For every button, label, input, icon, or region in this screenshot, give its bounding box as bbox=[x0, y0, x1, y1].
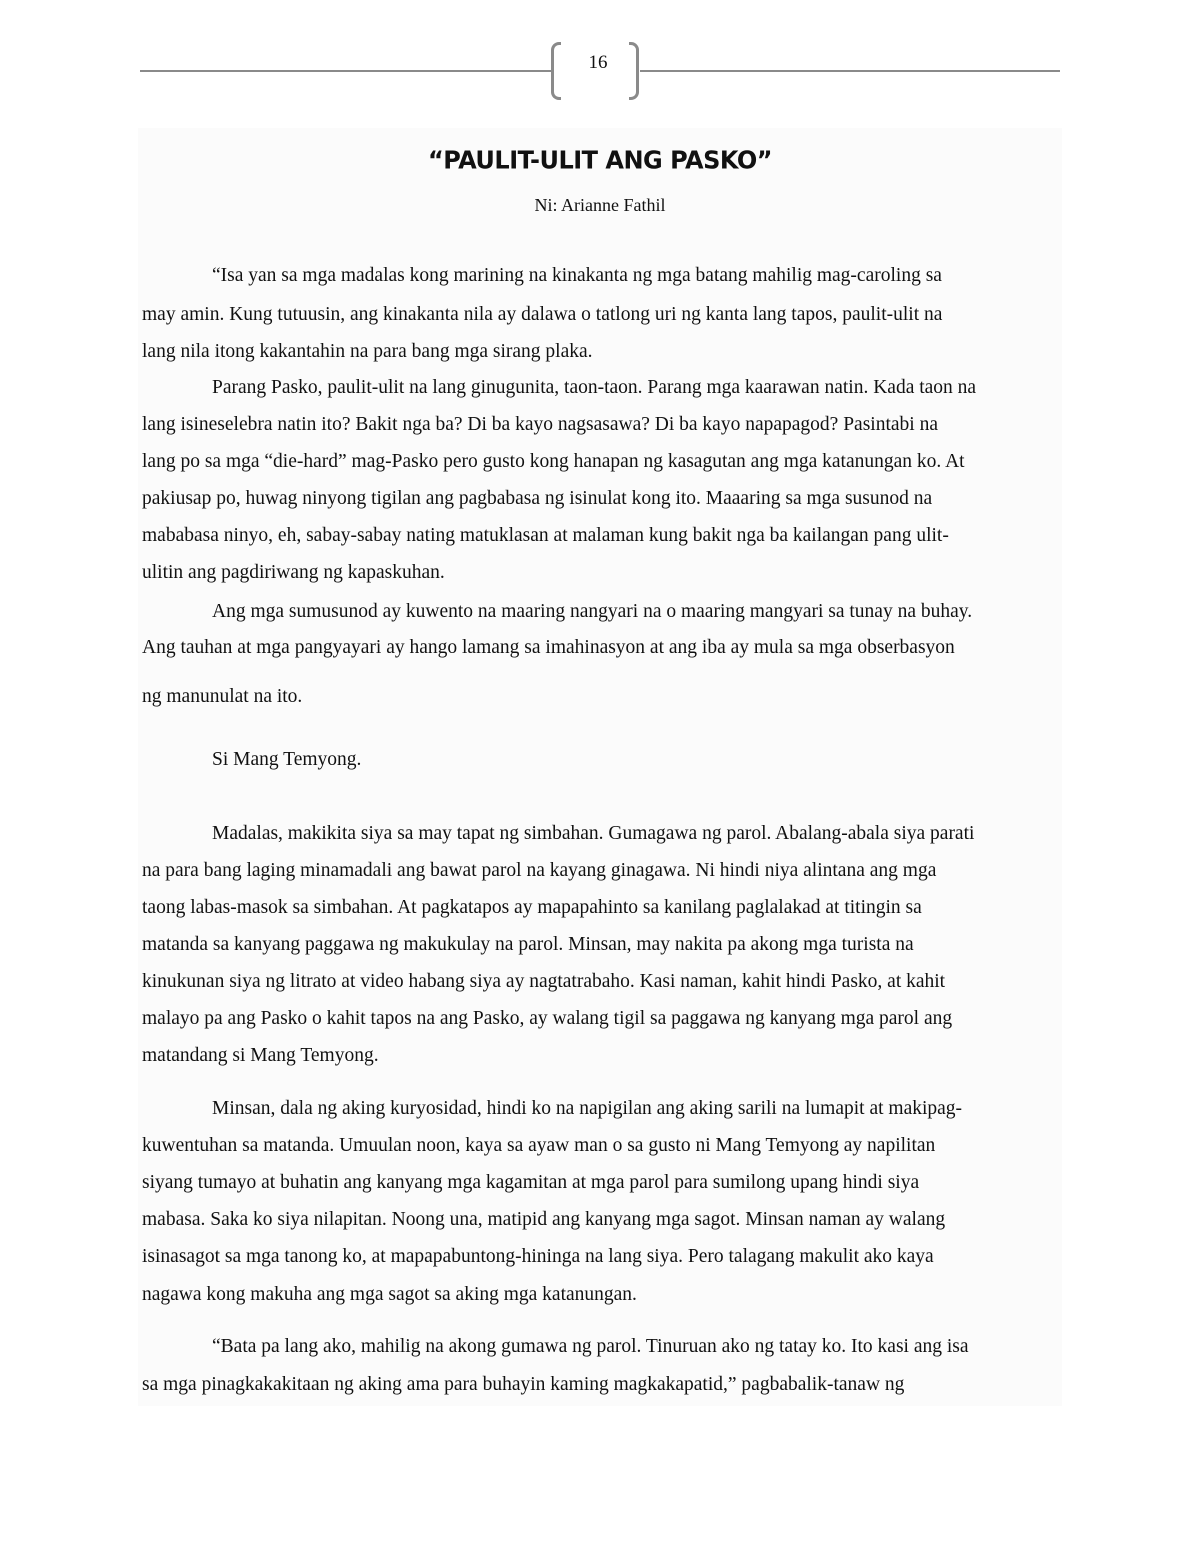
text-line: sa mga pinagkakakitaan ng aking ama para buhayin kaming magkakapatid,” pagbabalik-tanaw ng bbox=[142, 1374, 905, 1395]
text-line: nagawa kong makuha ang mga sagot sa aking mga katanungan. bbox=[142, 1284, 637, 1305]
story-title: “PAULIT-ULIT ANG PASKO” bbox=[427, 145, 773, 175]
text-line: lang nila itong kakantahin na para bang mga sirang plaka. bbox=[142, 341, 593, 362]
text-line: Ang tauhan at mga pangyayari ay hango lamang sa imahinasyon at ang iba ay mula sa mga obserbasyon bbox=[142, 637, 955, 658]
text-line: Madalas, makikita siya sa may tapat ng simbahan. Gumagawa ng parol. Abalang-abala siya parati bbox=[212, 823, 975, 844]
story-author: Ni: Arianne Fathil bbox=[534, 195, 666, 215]
text-line: Ang mga sumusunod ay kuwento na maaring nangyari na o maaring mangyari sa tunay na buhay. bbox=[212, 601, 973, 622]
text-line: kinukunan siya ng litrato at video habang siya ay nagtatrabaho. Kasi naman, kahit hindi Pasko, at kahit bbox=[142, 971, 946, 992]
text-line: kuwentuhan sa matanda. Umuulan noon, kaya sa ayaw man o sa gusto ni Mang Temyong ay napilitan bbox=[142, 1135, 936, 1156]
text-line: taong labas-masok sa simbahan. At pagkatapos ay mapapahinto sa kanilang paglalakad at titingin sa bbox=[142, 897, 922, 918]
text-line: malayo pa ang Pasko o kahit tapos na ang Pasko, ay walang tigil sa paggawa ng kanyang mga parol ang bbox=[142, 1008, 953, 1029]
text-line: mababasa ninyo, eh, sabay-sabay nating matuklasan at malaman kung bakit nga ba kailangan pang ulit- bbox=[142, 525, 949, 546]
text-line: mabasa. Saka ko siya nilapitan. Noong una, matipid ang kanyang mga sagot. Minsan naman ay walang bbox=[142, 1209, 946, 1230]
text-line: pakiusap po, huwag ninyong tigilan ang pagbabasa ng isinulat kong ito. Maaaring sa mga susunod na bbox=[142, 488, 933, 509]
text-line: siyang tumayo at buhatin ang kanyang mga kagamitan at mga parol para sumilong upang hindi siya bbox=[142, 1172, 920, 1193]
text-line: “Bata pa lang ako, mahilig na akong gumawa ng parol. Tinuruan ako ng tatay ko. Ito kasi ang isa bbox=[212, 1336, 969, 1357]
text-line: matandang si Mang Temyong. bbox=[142, 1045, 379, 1066]
text-line: Parang Pasko, paulit-ulit na lang ginugunita, taon-taon. Parang mga kaarawan natin. Kada taon na bbox=[212, 377, 977, 398]
header-rule-left bbox=[140, 70, 552, 72]
text-line: lang po sa mga “die-hard” mag-Pasko pero gusto kong hanapan ng kasagutan ang mga katanungan ko. At bbox=[142, 451, 965, 472]
text-line: lang isineselebra natin ito? Bakit nga ba? Di ba kayo nagsasawa? Di ba kayo napapagod? Pasintabi na bbox=[142, 414, 938, 435]
text-line: isinasagot sa mga tanong ko, at mapapabuntong-hininga na lang siya. Pero talagang makulit ako kaya bbox=[142, 1246, 934, 1267]
text-line: ulitin ang pagdiriwang ng kapaskuhan. bbox=[142, 562, 445, 583]
header-rule-right bbox=[640, 70, 1060, 72]
text-line: “Isa yan sa mga madalas kong marining na kinakanta ng mga batang mahilig mag-caroling sa bbox=[212, 265, 942, 286]
text-line: matanda sa kanyang paggawa ng makukulay na parol. Minsan, may nakita pa akong mga turista na bbox=[142, 934, 914, 955]
text-line: ng manunulat na ito. bbox=[142, 686, 303, 707]
text-line: Minsan, dala ng aking kuryosidad, hindi ko na napigilan ang aking sarili na lumapit at makipag- bbox=[212, 1098, 963, 1119]
section-heading: Si Mang Temyong. bbox=[212, 749, 362, 770]
text-line: may amin. Kung tutuusin, ang kinakanta nila ay dalawa o tatlong uri ng kanta lang tapos, paulit-ulit na bbox=[142, 304, 943, 325]
page-number: 16 bbox=[588, 52, 608, 73]
text-line: na para bang laging minamadali ang bawat parol na kayang ginagawa. Ni hindi niya alintana ang mga bbox=[142, 860, 937, 881]
